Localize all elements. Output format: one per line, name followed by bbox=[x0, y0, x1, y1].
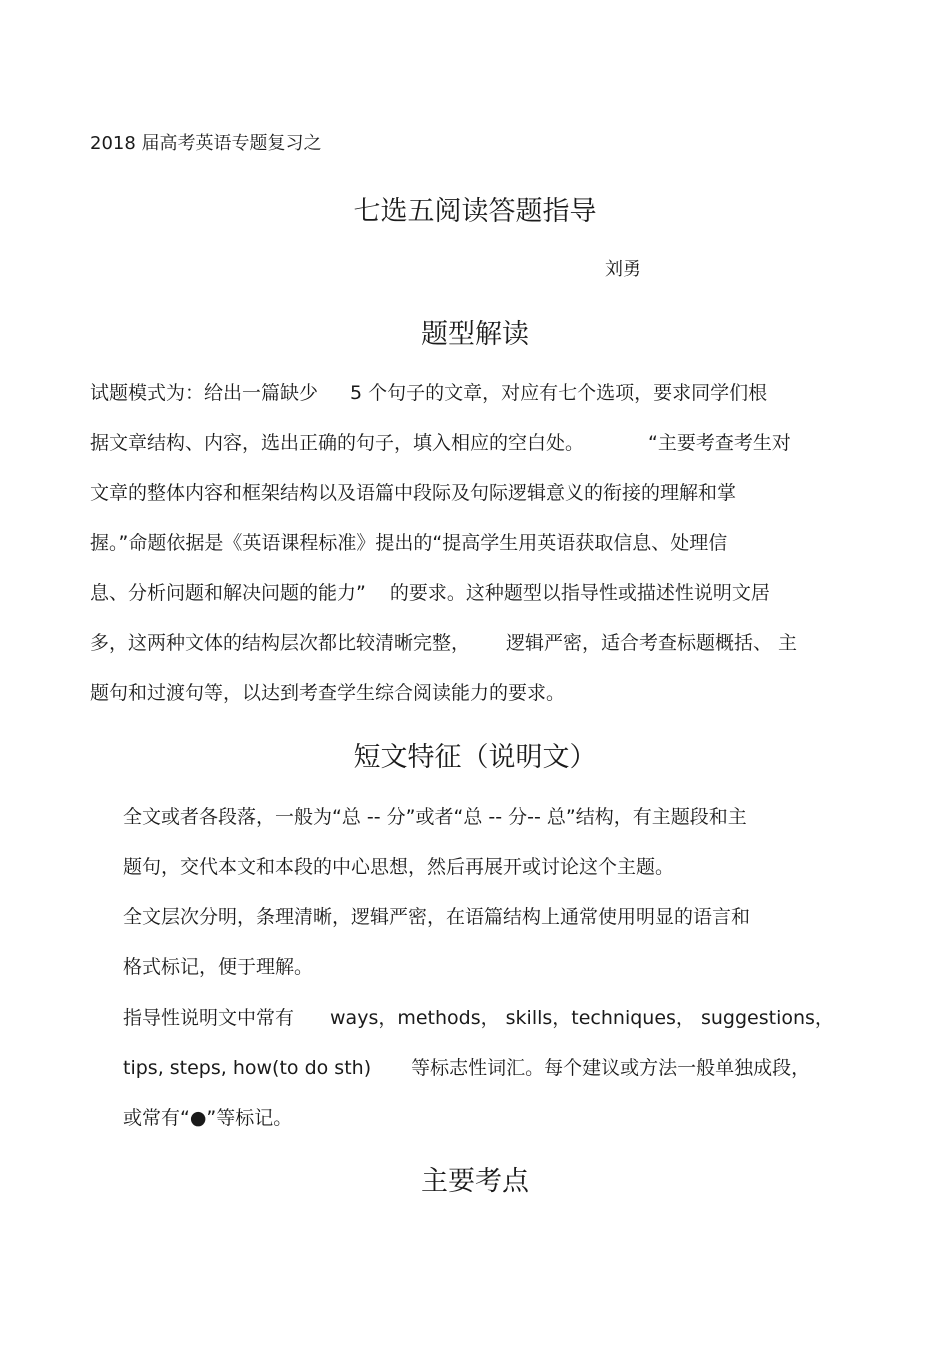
intro-line-2 bbox=[90, 431, 791, 455]
intro-line-1-a: 试题模式为：给出一篇缺少 bbox=[90, 382, 319, 404]
feature-line-3-a: 全文层次分明，条理清晰，逻辑严密，在语篇结构上通常使用明显的语言和 bbox=[123, 906, 751, 928]
feature-line-6-b: 等标志性词汇。每个建议或方法一般单独成段， bbox=[411, 1057, 811, 1079]
feature-line-5 bbox=[123, 1006, 834, 1030]
feature-line-2 bbox=[123, 855, 674, 879]
intro-line-1 bbox=[90, 381, 767, 405]
feature-line-4-a: 格式标记，便于理解。 bbox=[123, 956, 314, 978]
feature-line-1 bbox=[123, 805, 747, 829]
intro-line-4 bbox=[90, 531, 727, 555]
intro-line-5-b: 的要求。这种题型以指导性或描述性说明文居 bbox=[389, 582, 770, 604]
feature-line-7 bbox=[123, 1106, 292, 1130]
intro-line-7 bbox=[90, 681, 565, 705]
intro-line-5 bbox=[90, 581, 770, 605]
section-heading-text-features: 短文特征（说明文） bbox=[353, 742, 597, 773]
feature-line-2-a: 题句，交代本文和本段的中心思想，然后再展开或讨论这个主题。 bbox=[123, 856, 675, 878]
feature-line-5-b: ways，methods， skills，techniques， suggestions， bbox=[330, 1007, 834, 1029]
section-heading-question-type: 题型解读 bbox=[421, 319, 529, 350]
intro-line-1-b: 5 个句子的文章，对应有七个选项，要求同学们根 bbox=[350, 382, 768, 404]
intro-line-3 bbox=[90, 481, 736, 505]
intro-line-2-a: 据文章结构、内容，选出正确的句子，填入相应的空白处。 bbox=[90, 432, 585, 454]
intro-line-6-a: 多，这两种文体的结构层次都比较清晰完整， bbox=[90, 632, 471, 654]
intro-line-3-a: 文章的整体内容和框架结构以及语篇中段际及句际逻辑意义的衔接的理解和掌 bbox=[90, 482, 737, 504]
feature-line-4 bbox=[123, 955, 313, 979]
intro-line-4-a: 握。”命题依据是《英语课程标准》提出的“提高学生用英语获取信息、处理信 bbox=[90, 532, 728, 554]
intro-line-7-a: 题句和过渡句等，以达到考查学生综合阅读能力的要求。 bbox=[90, 682, 566, 704]
feature-line-6 bbox=[123, 1056, 810, 1080]
pre-title: 2018 届高考英语专题复习之 bbox=[90, 133, 322, 154]
intro-line-5-a: 息、分析问题和解决问题的能力” bbox=[90, 582, 366, 604]
intro-line-6 bbox=[90, 631, 797, 655]
feature-line-3 bbox=[123, 905, 750, 929]
feature-line-5-a: 指导性说明文中常有 bbox=[123, 1007, 295, 1029]
intro-line-2-b: “主要考查考生对 bbox=[648, 432, 791, 454]
feature-line-7-a: 或常有“●”等标记。 bbox=[123, 1107, 293, 1129]
feature-line-6-a: tips, steps, how(to do sth) bbox=[123, 1057, 372, 1079]
section-heading-main-points: 主要考点 bbox=[421, 1166, 529, 1197]
feature-line-1-a: 全文或者各段落，一般为“总 -- 分”或者“总 -- 分-- 总”结构，有主题段和主 bbox=[123, 806, 747, 828]
author-name: 刘勇 bbox=[605, 259, 641, 280]
intro-line-6-b: 逻辑严密，适合考查标题概括、 主 bbox=[506, 632, 798, 654]
document-title: 七选五阅读答题指导 bbox=[353, 196, 597, 227]
